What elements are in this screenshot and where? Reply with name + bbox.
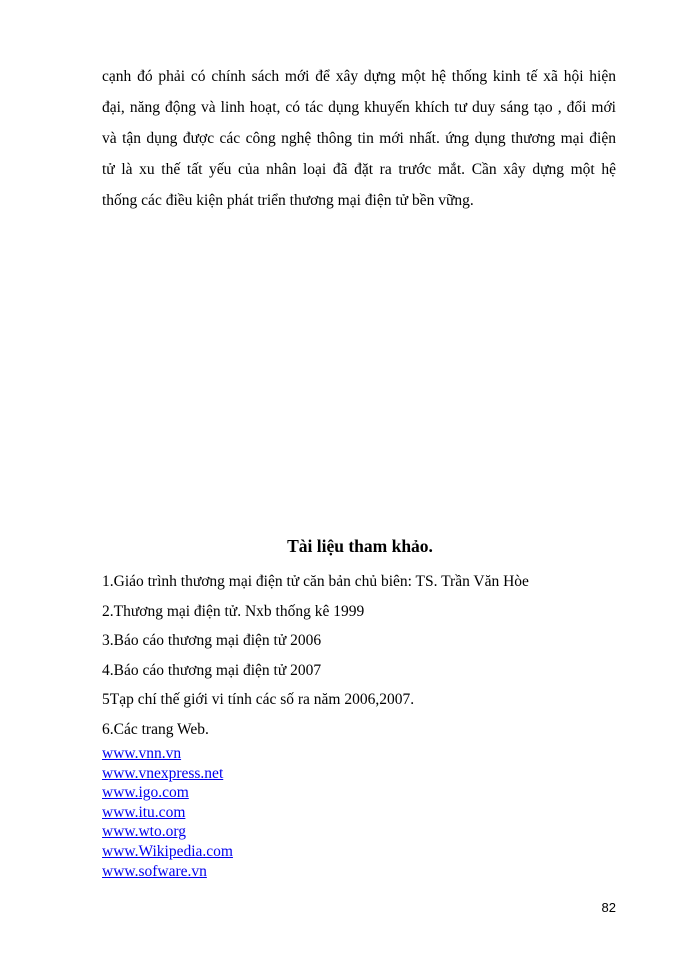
web-links-list [102, 744, 233, 881]
reference-item: 3.Báo cáo thương mại điện tử 2006 [102, 632, 322, 649]
reference-item: 6.Các trang Web. [102, 720, 209, 738]
reference-item: 4.Báo cáo thương mại điện tử 2007 [102, 661, 322, 679]
reference-item: 5Tạp chí thế giới vi tính các số ra năm 2006,2007. [102, 691, 415, 708]
web-link-igo[interactable]: www.igo.com [102, 784, 189, 802]
web-link-vnexpress[interactable]: www.vnexpress.net [102, 764, 224, 782]
reference-item: 1.Giáo trình thương mại điện tử căn bản chủ biên: TS. Trần Văn Hòe [102, 573, 529, 590]
web-link-itu[interactable]: www.itu.com [102, 803, 186, 821]
web-link-sofware[interactable]: www.sofware.vn [102, 862, 207, 880]
web-link-wto[interactable]: www.wto.org [102, 823, 186, 841]
paragraph-line: và tận dụng được các công nghệ thông tin mới nhất. ứng dụng thương mại điện [102, 130, 616, 147]
references-title: Tài liệu tham khảo. [287, 536, 433, 556]
paragraph-line: thống các điều kiện phát triển thương mại điện tử bền vững. [102, 192, 474, 209]
web-link-wikipedia[interactable]: www.Wikipedia.com [102, 842, 233, 860]
body-paragraph [102, 61, 616, 216]
references-list [102, 567, 529, 744]
web-link-vnn[interactable]: www.vnn.vn [102, 745, 182, 762]
paragraph-line: tử là xu thế tất yếu của nhân loại đã đặt ra trước mắt. Cần xây dựng một hệ [102, 161, 616, 178]
paragraph-line: đại, năng động và linh hoạt, có tác dụng khuyến khích tư duy sáng tạo , đổi mới [102, 99, 616, 116]
paragraph-line: cạnh đó phải có chính sách mới để xây dựng một hệ thống kinh tế xã hội hiện [102, 68, 616, 85]
reference-item: 2.Thương mại điện tử. Nxb thống kê 1999 [102, 602, 365, 620]
page-number: 82 [601, 900, 616, 915]
